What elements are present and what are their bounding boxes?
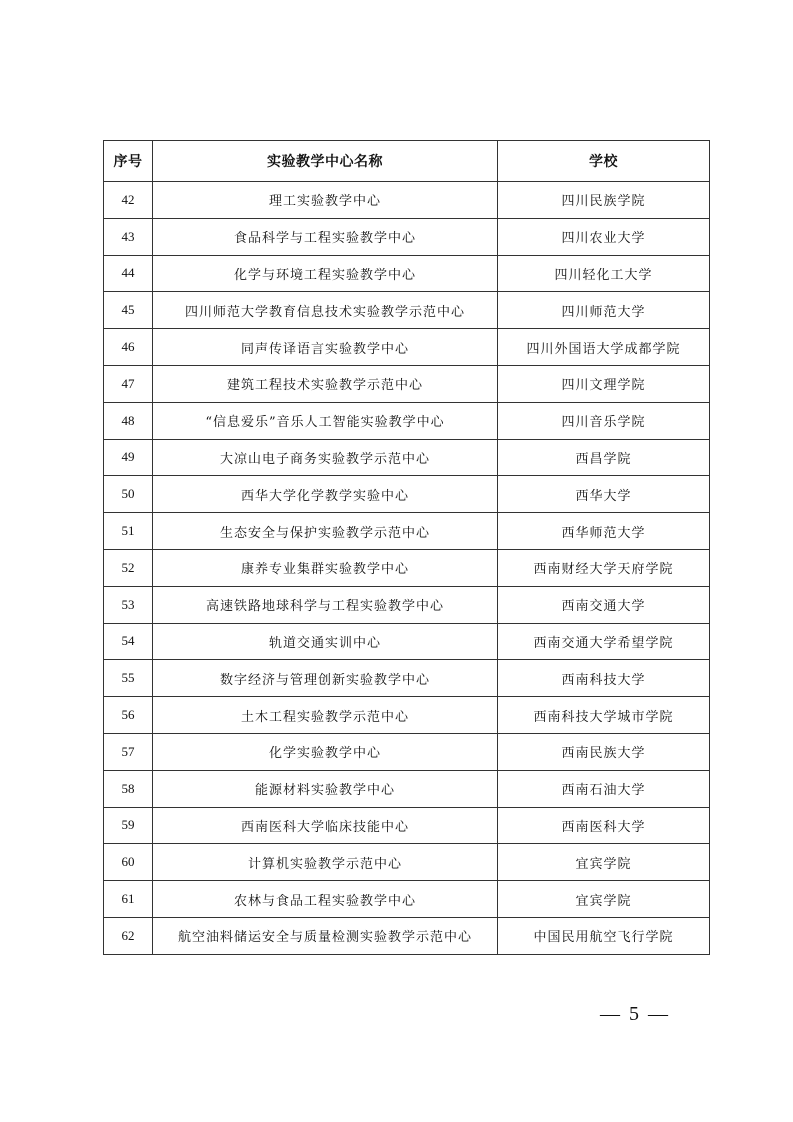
- row-school: 西昌学院: [498, 439, 710, 476]
- row-center-name: 西华大学化学教学实验中心: [153, 476, 498, 513]
- row-center-name: 四川师范大学教育信息技术实验教学示范中心: [153, 292, 498, 329]
- row-center-name: 计算机实验教学示范中心: [153, 844, 498, 881]
- row-school: 西华师范大学: [498, 513, 710, 550]
- row-number: 43: [104, 218, 153, 255]
- row-school: 宜宾学院: [498, 844, 710, 881]
- row-center-name: 能源材料实验教学中心: [153, 770, 498, 807]
- table-row: [104, 733, 710, 770]
- table-row: [104, 513, 710, 550]
- row-school: 西南科技大学: [498, 660, 710, 697]
- page-number: — 5 —: [600, 1003, 670, 1025]
- row-school: 宜宾学院: [498, 881, 710, 918]
- row-school: 西南石油大学: [498, 770, 710, 807]
- row-school: 西南交通大学: [498, 586, 710, 623]
- table-row: [104, 881, 710, 918]
- table-row: [104, 660, 710, 697]
- row-number: 44: [104, 255, 153, 292]
- row-number: 56: [104, 697, 153, 734]
- table-row: [104, 697, 710, 734]
- row-school: 西南交通大学希望学院: [498, 623, 710, 660]
- row-number: 58: [104, 770, 153, 807]
- row-number: 59: [104, 807, 153, 844]
- table-row: [104, 844, 710, 881]
- header-number: 序号: [104, 141, 153, 182]
- table-row: [104, 549, 710, 586]
- header-school: 学校: [498, 141, 710, 182]
- table-row: [104, 439, 710, 476]
- row-school: 四川民族学院: [498, 182, 710, 219]
- row-number: 51: [104, 513, 153, 550]
- row-center-name: “信息爱乐”音乐人工智能实验教学中心: [153, 402, 498, 439]
- row-center-name: 康养专业集群实验教学中心: [153, 549, 498, 586]
- row-school: 四川音乐学院: [498, 402, 710, 439]
- row-number: 49: [104, 439, 153, 476]
- row-number: 61: [104, 881, 153, 918]
- row-school: 四川师范大学: [498, 292, 710, 329]
- table-row: [104, 255, 710, 292]
- table-row: [104, 476, 710, 513]
- row-number: 60: [104, 844, 153, 881]
- row-number: 42: [104, 182, 153, 219]
- table-row: [104, 623, 710, 660]
- table-row: [104, 292, 710, 329]
- row-school: 四川轻化工大学: [498, 255, 710, 292]
- row-center-name: 高速铁路地球科学与工程实验教学中心: [153, 586, 498, 623]
- row-number: 52: [104, 549, 153, 586]
- row-school: 西南财经大学天府学院: [498, 549, 710, 586]
- row-center-name: 化学与环境工程实验教学中心: [153, 255, 498, 292]
- row-center-name: 建筑工程技术实验教学示范中心: [153, 365, 498, 402]
- row-center-name: 大凉山电子商务实验教学示范中心: [153, 439, 498, 476]
- row-number: 55: [104, 660, 153, 697]
- row-center-name: 食品科学与工程实验教学中心: [153, 218, 498, 255]
- row-center-name: 轨道交通实训中心: [153, 623, 498, 660]
- table-row: [104, 807, 710, 844]
- row-number: 46: [104, 329, 153, 366]
- table-row: [104, 770, 710, 807]
- row-center-name: 生态安全与保护实验教学示范中心: [153, 513, 498, 550]
- table-row: [104, 182, 710, 219]
- row-school: 四川外国语大学成都学院: [498, 329, 710, 366]
- row-center-name: 化学实验教学中心: [153, 733, 498, 770]
- row-center-name: 土木工程实验教学示范中心: [153, 697, 498, 734]
- row-number: 47: [104, 365, 153, 402]
- row-number: 54: [104, 623, 153, 660]
- row-school: 西南医科大学: [498, 807, 710, 844]
- table-row: [104, 365, 710, 402]
- table-row: [104, 402, 710, 439]
- row-school: 四川文理学院: [498, 365, 710, 402]
- row-number: 62: [104, 917, 153, 954]
- table-row: [104, 917, 710, 954]
- table-row: [104, 218, 710, 255]
- row-number: 53: [104, 586, 153, 623]
- row-center-name: 理工实验教学中心: [153, 182, 498, 219]
- row-center-name: 西南医科大学临床技能中心: [153, 807, 498, 844]
- row-center-name: 农林与食品工程实验教学中心: [153, 881, 498, 918]
- row-center-name: 数字经济与管理创新实验教学中心: [153, 660, 498, 697]
- header-center-name: 实验教学中心名称: [153, 141, 498, 182]
- row-number: 50: [104, 476, 153, 513]
- table-row: [104, 329, 710, 366]
- row-number: 48: [104, 402, 153, 439]
- row-center-name: 同声传译语言实验教学中心: [153, 329, 498, 366]
- experiment-center-table: [103, 140, 710, 955]
- row-center-name: 航空油料储运安全与质量检测实验教学示范中心: [153, 917, 498, 954]
- row-school: 西南科技大学城市学院: [498, 697, 710, 734]
- row-number: 45: [104, 292, 153, 329]
- table-header-row: [104, 141, 710, 182]
- table-row: [104, 586, 710, 623]
- row-school: 西华大学: [498, 476, 710, 513]
- row-school: 西南民族大学: [498, 733, 710, 770]
- row-school: 四川农业大学: [498, 218, 710, 255]
- row-school: 中国民用航空飞行学院: [498, 917, 710, 954]
- row-number: 57: [104, 733, 153, 770]
